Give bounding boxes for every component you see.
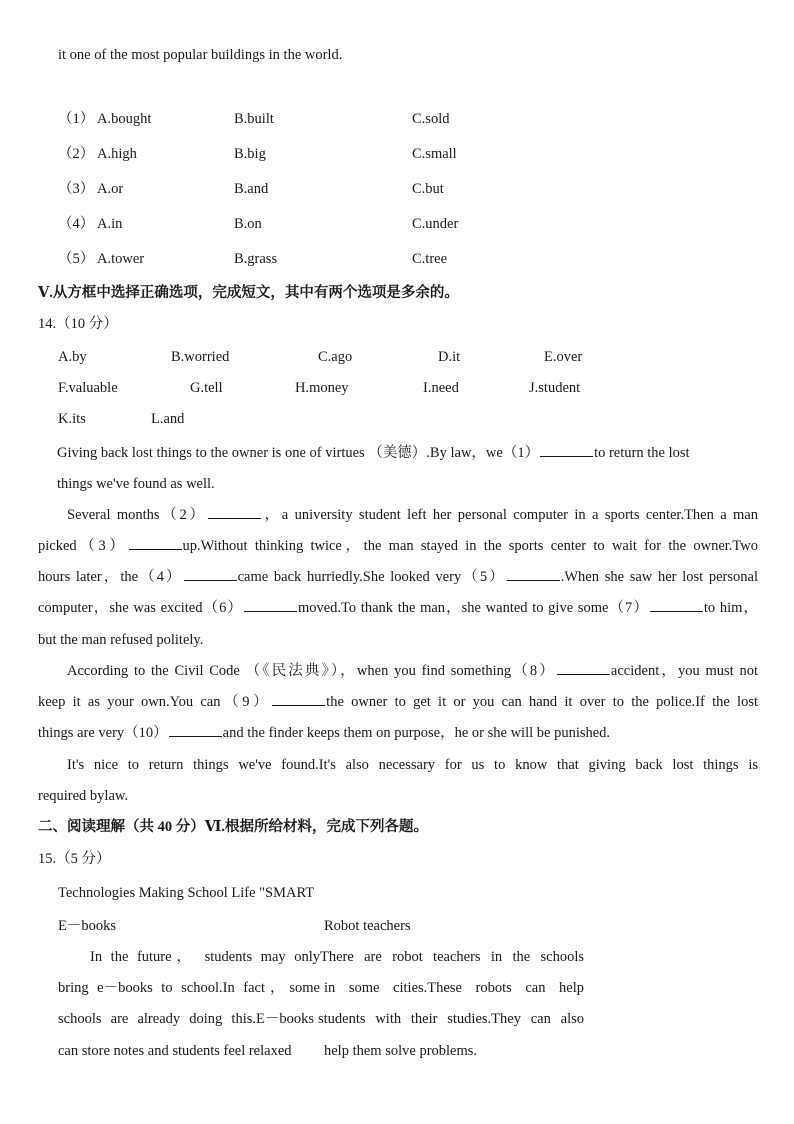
passage-line: required bylaw.: [38, 788, 129, 804]
option-a: A.or: [97, 181, 124, 197]
word-option: A.by: [58, 349, 87, 365]
option-b: B.built: [234, 111, 274, 127]
option-c: C.tree: [412, 251, 448, 267]
answer-blank[interactable]: [184, 568, 237, 581]
column-text: can store notes and students feel relaxed: [58, 1043, 292, 1059]
passage-line: Giving back lost things to the owner is one of virtues （美德）.By law，we（1） to return the lost: [57, 445, 690, 461]
column-text: There are robot teachers in the schools: [320, 949, 584, 965]
question-header: 15.（5 分）: [38, 851, 111, 867]
passage-line: picked（3） up.Without thinking twice，the man stayed in the sports center to wait for the owner.Two: [38, 538, 758, 554]
answer-blank[interactable]: [169, 724, 222, 737]
answer-blank[interactable]: [129, 537, 182, 550]
option-b: B.and: [234, 181, 269, 197]
answer-blank[interactable]: [272, 693, 325, 706]
option-b: B.big: [234, 146, 266, 162]
answer-blank[interactable]: [244, 599, 297, 612]
word-option: B.worried: [171, 349, 230, 365]
reading-title: Technologies Making School Life "SMART: [58, 885, 315, 901]
column-text: in some cities.These robots can help: [324, 980, 584, 996]
passage-line: hours later，the（4） came back hurriedly.She looked very（5） .When she saw her lost personal: [38, 569, 758, 585]
word-option: F.valuable: [58, 380, 118, 396]
answer-blank[interactable]: [208, 506, 261, 519]
column-text: bring e－books to school.In fact，some: [58, 980, 320, 996]
passage-line: Several months（2） ，a university student left her personal computer in a sports center.Then a man: [67, 507, 758, 523]
option-number: （4）: [58, 216, 95, 232]
word-option: J.student: [529, 380, 581, 396]
option-number: （5）: [58, 251, 95, 267]
option-c: C.sold: [412, 111, 450, 127]
passage-line: things are very（10） and the finder keeps them on purpose，he or she will be punished.: [38, 725, 611, 741]
passage-line: keep it as your own.You can（9） the owner to get it or you can hand it over to the police.If the lost: [38, 694, 758, 710]
option-b: B.grass: [234, 251, 278, 267]
passage-line: According to the Civil Code （《民法典》），when you find something（8） accident，you must not: [67, 663, 758, 679]
option-number: （1）: [58, 111, 95, 127]
word-option: I.need: [423, 380, 459, 396]
answer-blank[interactable]: [540, 444, 593, 457]
answer-blank[interactable]: [650, 599, 703, 612]
word-option: G.tell: [190, 380, 223, 396]
word-option: L.and: [151, 411, 185, 427]
answer-blank[interactable]: [507, 568, 560, 581]
option-number: （3）: [58, 181, 95, 197]
column-text: help them solve problems.: [324, 1043, 478, 1059]
option-b: B.on: [234, 216, 262, 232]
column-text: schools are already doing this.E－books: [58, 1011, 314, 1027]
column-heading: Robot teachers: [324, 918, 411, 934]
section-title: Ⅴ.从方框中选择正确选项，完成短文，其中有两个选项是多余的。: [38, 285, 459, 301]
column-heading: E－books: [58, 918, 116, 934]
word-option: E.over: [544, 349, 583, 365]
column-text: In the future， students may only: [90, 949, 320, 965]
option-a: A.high: [97, 146, 137, 162]
column-text: students with their studies.They can also: [318, 1011, 584, 1027]
option-c: C.small: [412, 146, 457, 162]
option-a: A.tower: [97, 251, 145, 267]
question-header: 14.（10 分）: [38, 316, 118, 332]
word-option: D.it: [438, 349, 461, 365]
word-option: C.ago: [318, 349, 353, 365]
word-option: K.its: [58, 411, 86, 427]
option-c: C.under: [412, 216, 459, 232]
word-option: H.money: [295, 380, 349, 396]
option-a: A.bought: [97, 111, 152, 127]
passage-line: but the man refused politely.: [38, 632, 204, 648]
section-title: 二、阅读理解（共 40 分）Ⅵ.根据所给材料，完成下列各题。: [38, 819, 429, 835]
passage-line: things we've found as well.: [57, 476, 215, 492]
continued-sentence: it one of the most popular buildings in the world.: [58, 47, 343, 63]
passage-line: computer，she was excited（6） moved.To thank the man，she wanted to give some（7） to him，: [38, 600, 758, 616]
option-number: （2）: [58, 146, 95, 162]
passage-line: It's nice to return things we've found.It's also necessary for us to know that giving back lost things is: [67, 757, 758, 773]
answer-blank[interactable]: [557, 662, 610, 675]
option-c: C.but: [412, 181, 444, 197]
option-a: A.in: [97, 216, 123, 232]
